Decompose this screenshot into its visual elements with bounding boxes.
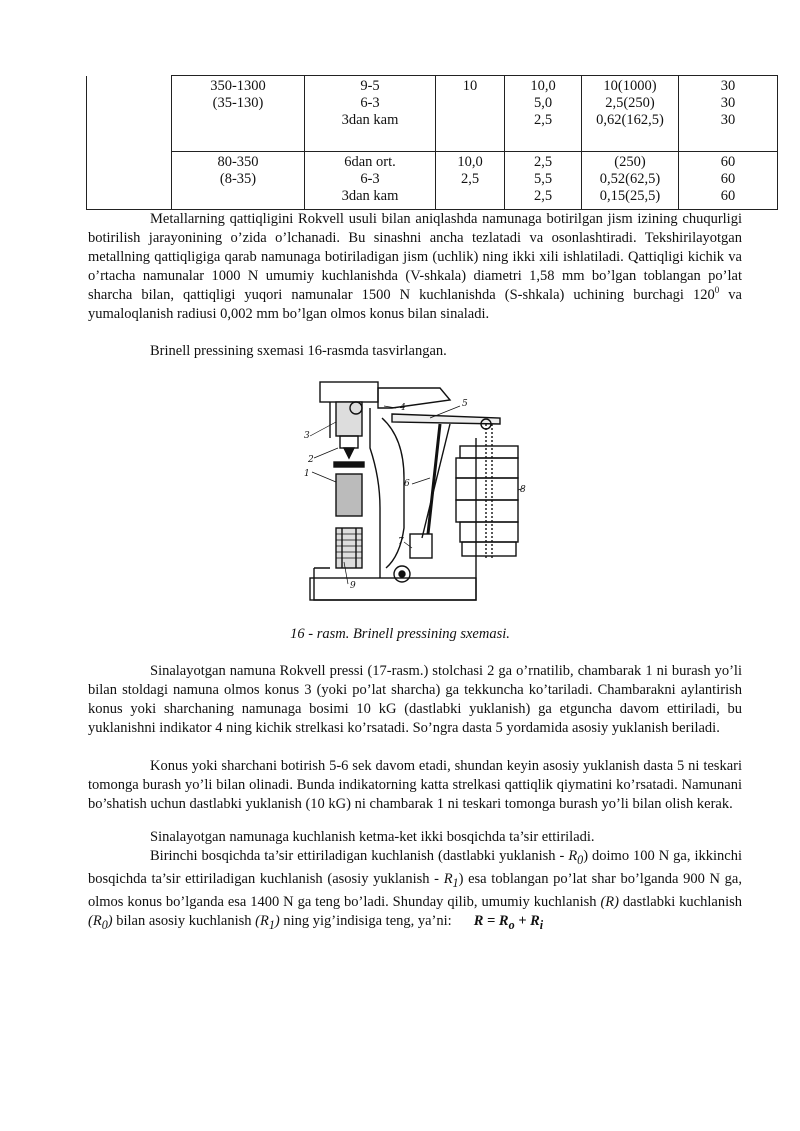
hardness-table (86, 75, 778, 210)
table-cell: 80-350 (8-35) (172, 152, 305, 210)
table-cell: 30 30 30 (679, 76, 778, 152)
table-cell-empty (87, 76, 172, 210)
table-cell: 10 (436, 76, 505, 152)
svg-text:2: 2 (308, 455, 314, 465)
paragraph-figure-reference: Brinell pressining sxemasi 16-rasmda tasvirlangan. (150, 343, 447, 359)
svg-text:3: 3 (304, 431, 310, 441)
paragraph-load-formula: Birinchi bosqichda ta’sir ettiriladigan kuchlanish (dastlabki yuklanish - $R_0$) doimo 100 N ga, ikkinchi bosqichda ta’sir ettiriladigan kuchlanish (asosiy yuklanish - $R_1$) esa toblangan po’lat shar bo’lganda 900 N ga, olmos konus bo’lganda esa 1400 N ga teng bo’ladi. Shunday qilib, umumiy kuchlanish (R) dastlabki kuchlanish $(R_0)$ bilan asosiy kuchlanish $(R_1)$ ning yig’indisiga teng, ya’ni: $R = R_o + R_i$ (88, 848, 742, 932)
formula-total-load: $R = R_o + R_i$ (473, 912, 544, 932)
svg-text:7: 7 (398, 537, 404, 547)
svg-text:9: 9 (350, 581, 356, 591)
table-row (87, 152, 778, 210)
paragraph-rockwell-intro: Metallarning qattiqligini Rokvell usuli bilan aniqlashda namunaga botirilgan jism izining chuqurligi botirilish jarayonining o’zida o’lchanadi. Bu sinashni ancha tezlatadi va osonlashtiradi. Tekshirilayotgan metallning qattiqligiga qarab namunaga botiriladigan jism (uchlik) ning ikki xili ishlatiladi. Qattiqligi kichik va o’rtacha namunalar 1000 N umumiy kuchlanishda (V-shkala) diametri 1,58 mm bo’lgan toblangan po’lat sharcha bilan, qattiqligi yuqori namunalar 1500 N kuchlanishda (S-shkala) uchining burchagi $120^0$ va yumaloqlanish radiusi 0,002 mm bo’lgan olmos konus bilan sinaladi. (88, 211, 742, 322)
paragraph-procedure-2: Konus yoki sharchani botirish 5-6 sek davom etadi, shundan keyin asosiy yuklanish dasta 5 ni teskari tomonga burash yo’li bilan olinadi. Bunda indikatorning katta strelkasi qattiqlik qiymatini ko’rsatadi. Namunani bo’shatish uchun dastlabki yuklanish (10 kG) ni chambarak 1 ni teskari tomonga burash yo’li bilan olish kerak. (88, 758, 742, 812)
svg-text:1: 1 (304, 469, 310, 479)
table-row (87, 76, 778, 152)
table-cell: 2,5 5,5 2,5 (505, 152, 582, 210)
brinell-press-diagram (300, 378, 526, 606)
table-cell: (250) 0,52(62,5) 0,15(25,5) (582, 152, 679, 210)
paragraph-procedure-1: Sinalayotgan namuna Rokvell pressi (17-rasm.) stolchasi 2 ga o’rnatilib, chambarak 1 ni burash yo’li bilan stoldagi namuna olmos konus 3 (yoki po’lat sharcha) ga tekkuncha ko’tariladi. Chambarakni aylantirish konus yoki sharchaning namunaga bosimi 10 kG (dastlabki yuklanish) ga etguncha davom ettiriladi, bu yuklanishni indikator 4 ning kichik strelkasi ko’rsatadi. So’ngra dasta 5 yordamida asosiy yuklanish beriladi. (88, 663, 742, 736)
svg-text:4: 4 (400, 403, 406, 413)
svg-text:6: 6 (404, 479, 410, 489)
svg-text:8: 8 (520, 485, 526, 495)
figure-caption: 16 - rasm. Brinell pressining sxemasi. (290, 626, 510, 642)
table-cell: 9-5 6-3 3dan kam (305, 76, 436, 152)
table-cell: 10,0 2,5 (436, 152, 505, 210)
table-cell: 6dan ort. 6-3 3dan kam (305, 152, 436, 210)
table-cell: 10(1000) 2,5(250) 0,62(162,5) (582, 76, 679, 152)
table-cell: 350-1300 (35-130) (172, 76, 305, 152)
svg-text:5: 5 (462, 399, 468, 409)
table-cell: 10,0 5,0 2,5 (505, 76, 582, 152)
paragraph-two-stages: Sinalayotgan namunaga kuchlanish ketma-ket ikki bosqichda ta’sir ettiriladi. (150, 829, 595, 845)
table-cell: 60 60 60 (679, 152, 778, 210)
